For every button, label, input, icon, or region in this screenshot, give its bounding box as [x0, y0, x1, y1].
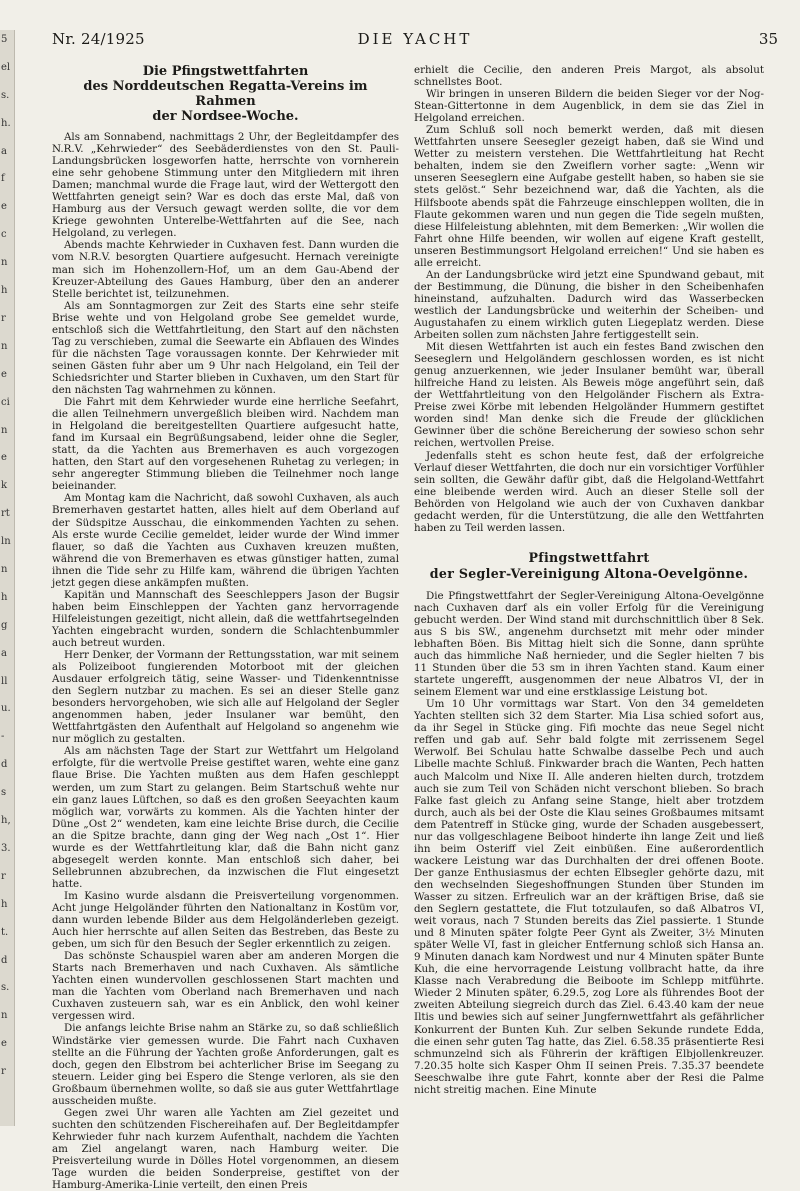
margin-fragment: s.: [1, 89, 10, 101]
page-header: [52, 30, 778, 50]
margin-fragment: t.: [1, 926, 9, 938]
margin-fragment: s.: [1, 982, 10, 994]
article2-title-line: der Segler-Vereinigung Altona-Oevelgönne.: [429, 565, 749, 581]
article1-title-line: der Nordsee-Woche.: [152, 109, 299, 124]
margin-fragment: ln: [1, 536, 11, 548]
margin-fragment: n: [1, 340, 8, 352]
margin-fragment: n: [1, 564, 8, 575]
margin-fragment: g: [1, 619, 8, 631]
article1-paragraph: Abends machte Kehrwieder in Cuxhaven fest. Dann wurden die vom N.R.V. besorgten Quartiere aufgesucht. Hernach vereinigte man sich im Hohenzollern-Hof, um an dem Gau-Abend der Kreuzer-Abteilung des Gaues Hamburg, über den an anderer Stelle berichtet ist, teilzunehmen.: [52, 239, 399, 300]
article1-title-line: des Norddeutschen Regatta-Vereins im Rahmen: [83, 79, 368, 109]
margin-fragment: a: [1, 145, 7, 157]
margin-fragment: n: [1, 1010, 8, 1022]
margin-fragment: ll: [1, 675, 8, 687]
article1-continued-paragraph: erhielt die Cecilie, den anderen Preis Margot, als absolut schnellstes Boot.: [414, 64, 764, 89]
article1-title-line: Die Pfingstwettfahrten: [142, 64, 309, 79]
margin-fragment: n: [1, 424, 8, 436]
margin-fragment: 5: [1, 34, 8, 45]
article1-paragraph: Die Fahrt mit dem Kehrwieder wurde eine herrliche Seefahrt, die allen Teilnehmern unvergeßlich bleiben wird. Nachdem man in Helgoland die bereitgestellten Quartiere aufgesucht hatte, fand im Kursaal ein Begrüßungsabend, leider ohne die Segler, statt, da die Yachten aus Bremerhaven es auch vorgezogen hatten, den Start auf den vorgesehenen Ruhetag zu verlegen; in sehr angeregter Stimmung blieben die Teilnehmer noch lange beieinander.: [52, 396, 399, 493]
margin-fragment: e: [1, 368, 7, 380]
article2-paragraph: Die Pfingstwettfahrt der Segler-Vereinigung Altona-Oevelgönne nach Cuxhaven darf als ein voller Erfolg für die Vereinigung gebucht werden. Der Wind stand mit durchschnittlich über 8 Sek. aus S bis SW., angenehm durchsetzt mit mehr oder minder lebhaften Böen. Bis Mittag hielt sich die Sonne, dann sprühte auch das himmliche Naß hernieder, und die Segler hielten 7 bis 11 Stunden über die 53 sm in ihren Yachten stand. Kaum einer startete ungerefft, ausgenommen der neue Albatros VI, der in seinem Element war und eine erstklassige Leistung bot.: [414, 589, 764, 699]
left-column: [52, 64, 399, 1191]
margin-fragment: d: [1, 954, 8, 966]
article1-paragraph: Im Kasino wurde alsdann die Preisverteilung vorgenommen. Acht junge Helgoländer führten den Nationaltanz in Kostüm vor, dann wurden lebende Bilder aus dem Helgoländerleben gezeigt. Auch hier herrschte auf allen Seiten das Bestreben, das Beste zu geben, um sich für den Besuch der Segler erkenntlich zu zeigen.: [52, 889, 399, 951]
article1-paragraph: Als am nächsten Tage der Start zur Wettfahrt um Helgoland erfolgte, für die wertvolle Preise gestiftet waren, wehte eine ganz flaue Brise. Die Yachten mußten aus dem Hafen geschleppt werden, um zum Start zu gelangen. Beim Startschuß wehte nur ein ganz laues Lüftchen, so daß es den großen Seeyachten kaum möglich war, vorwärts zu kommen. Als die Yachten hinter der Düne „Ost 2“ wendeten, kam eine leichte Brise durch, die Cecilie an die Spitze brachte, dann ging der Weg nach „Ost 1“. Hier wurde es der Wettfahrtleitung klar, daß die Bahn nicht ganz abgesegelt werden konnte. Man entschloß sich daher, bei Sellebrunnen abzubrechen, da inzwischen die Flut eingesetzt hatte.: [52, 745, 399, 890]
page-number: 35: [758, 30, 778, 48]
margin-fragment: d: [1, 759, 8, 771]
margin-fragment: rt: [1, 508, 10, 520]
margin-fragment: c: [1, 229, 7, 241]
margin-fragment: r: [1, 312, 6, 324]
margin-fragment: h: [1, 898, 8, 910]
margin-fragment: f: [1, 173, 5, 185]
article1-paragraph: Als am Sonntagmorgen zur Zeit des Starts eine sehr steife Brise wehte und von Helgoland grobe See gemeldet wurde, entschloß sich die Wettfahrtleitung, den Start auf den nächsten Tag zu verschieben, zumal die Seewarte ein Abflauen des Windes für die nächsten Tage voraussagen konnte. Der Kehrwieder mit seinen Gästen fuhr aber um 9 Uhr nach Helgoland, ein Teil der Schiedsrichter und Starter blieben in Cuxhaven, um den Start für den nächsten Tag wahrnehmen zu können.: [52, 299, 399, 396]
margin-fragment: r: [1, 870, 6, 882]
article1-continued-paragraph: An der Landungsbrücke wird jetzt eine Spundwand gebaut, mit der Bestimmung, die Dünung, die bisher in den Scheibenhafen hineinstand, aufzuhalten. Dadurch wird das Wasserbecken westlich der Landungsbrücke und weiterhin der Scheiben- und Augustahafen zu einem wirklich guten Liegeplatz werden. Diese Arbeiten sollen zum nächsten Jahre fertiggestellt sein.: [414, 268, 764, 342]
article2-title-line: Pfingstwettfahrt: [528, 549, 650, 565]
margin-fragment: u.: [1, 703, 11, 715]
article2-title: [414, 550, 764, 582]
margin-fragment: h: [1, 591, 8, 603]
article1-continued-paragraph: Zum Schluß soll noch bemerkt werden, daß mit diesen Wettfahrten unsere Seesegler gezeigt haben, daß sie Wind und Wetter zu meistern verstehen. Die Wettfahrtleitung hat Recht behalten, indem sie den Zweiflern vorher sagte: „Wenn wir unseren Seeseglern eine Aufgabe gestellt haben, so haben sie sie stets gelöst.“ Sehr bezeichnend war, daß die Yachten, als die Hilfsboote abends spät die Fahrzeuge einschleppen wollten, die in Flaute gekommen waren und nun gegen die Tide segeln mußten, diese Hilfeleistung ablehnten, mit dem Bemerken: „Wir wollen die Fahrt ohne Hilfe beenden, wir wollen auf eigene Kraft gestellt, unseren Bestimmungsort Helgoland erreichen!“ Und sie haben es alle erreicht.: [414, 124, 764, 269]
margin-fragment: h,: [1, 815, 11, 827]
article1-continued-paragraph: Wir bringen in unseren Bildern die beiden Sieger vor der Nog-Stean-Gittertonne in dem Augenblick, in dem sie das Ziel in Helgoland erreichen.: [414, 88, 764, 125]
adjacent-page-margin: [0, 30, 15, 1126]
margin-fragment: el: [1, 61, 11, 73]
magazine-title: DIE YACHT: [357, 30, 473, 48]
right-column: [414, 64, 764, 1112]
issue-number: Nr. 24/1925: [52, 30, 145, 48]
margin-fragment: h.: [1, 117, 11, 129]
margin-fragment: s: [1, 787, 7, 799]
margin-fragment: k: [1, 480, 8, 492]
margin-fragment: -: [1, 731, 5, 743]
margin-fragment: a: [1, 647, 7, 659]
article1-paragraph: Am Montag kam die Nachricht, daß sowohl Cuxhaven, als auch Bremerhaven gestartet hatten, alles hielt auf dem Oberland auf der Südspitze Ausschau, die einkommenden Yachten zu sehen. Als erste wurde Cecilie gemeldet, leider wurde der Wind immer flauer, so daß die Yachten aus Cuxhaven kreuzen mußten, während die von Bremerhaven es etwas günstiger hatten, zumal ihnen die Tide sehr zu Hilfe kam, während die übrigen Yachten jetzt gegen diese ankämpfen mußten.: [52, 492, 399, 589]
article1-paragraph: Die anfangs leichte Brise nahm an Stärke zu, so daß schließlich Windstärke vier gemessen wurde. Die Fahrt nach Cuxhaven stellte an die Führung der Yachten große Anforderungen, galt es doch, gegen den Elbstrom bei achterlicher Brise im Seegang zu steuern. Leider ging bei Espero die Stenge verloren, als sie den Großbaum übernehmen wollte, so daß sie aus guter Wettfahrtlage ausscheiden mußte.: [52, 1022, 399, 1107]
margin-fragment: h: [1, 285, 8, 297]
margin-fragment: r: [1, 1066, 6, 1078]
article1-paragraph: Herr Denker, der Vormann der Rettungsstation, war mit seinem als Polizeiboot fungierenden Motorboot mit der gleichen Ausdauer erfolgreich tätig, seine Wasser- und Tidenkenntnisse den Seglern nutzbar zu machen. Es sei an dieser Stelle ganz besonders hervorgehoben, wie sich alle auf Helgoland der Segler angenommen haben, jeder Insulaner war bemüht, den Wettfahrtgästen den Aufenthalt auf Helgoland so angenehm wie nur möglich zu gestalten.: [52, 649, 399, 746]
article1-continued-paragraph: Mit diesen Wettfahrten ist auch ein festes Band zwischen den Seeseglern und Helgoländern geschlossen worden, es ist nicht genug anzuerkennen, wie jeder Insulaner bemüht war, überall hilfreiche Hand zu leisten. Als Beweis möge angeführt sein, daß der Wettfahrtleitung von den Helgoländer Fischern als Extra-Preise zwei Körbe mit lebenden Helgoländer Hummern gestiftet worden sind! Man denke sich die Freude der glücklichen Gewinner über die schöne Bereicherung der sowieso schon sehr reichen, wertvollen Preise.: [414, 341, 764, 450]
article1-paragraph: Kapitän und Mannschaft des Seeschleppers Jason der Bugsir haben beim Einschleppen der Yachten ganz hervorragende Hilfeleistungen gezeitigt, nicht allein, daß die wettfahrtsegelnden Yachten eingebracht wurden, sondern die Schlachtenbummler auch betreut wurden.: [52, 588, 399, 649]
article1-title: [52, 64, 399, 124]
article1-paragraph: Gegen zwei Uhr waren alle Yachten am Ziel gezeitet und suchten den schützenden Fischereihafen auf. Der Begleitdampfer Kehrwieder fuhr nach kurzem Aufenthalt, nachdem die Yachten am Ziel angelangt waren, nach Hamburg weiter. Die Preisverteilung wurde in Dölles Hotel vorgenommen, an diesem Tage wurden die beiden Sonderpreise, gestiftet von der Hamburg-Amerika-Linie verteilt, den einen Preis: [52, 1106, 399, 1191]
margin-fragment: n: [1, 257, 8, 269]
margin-fragment: 3.: [1, 842, 11, 854]
article2-paragraph: Um 10 Uhr vormittags war Start. Von den 34 gemeldeten Yachten stellten sich 32 dem Starter. Mia Lisa schied sofort aus, da ihr Segel in Stücke ging. Fifi mochte das neue Segel nicht reffen und gab auf. Sehr bald folgte mit zerrissenem Segel Werwolf. Bei Schulau hatte Schwalbe dasselbe Pech und auch Libelle machte Schluß. Finkwarder brach die Wanten, Pech hatten auch Malcolm und Nixe II. Alle anderen hielten durch, trotzdem auch sie zum Teil von Schäden nicht verschont blieben. So brach Falke fast gleich zu Anfang seine Stange, hielt aber trotzdem durch, auch als bei der Oste die Klau seines Großbaumes mitsamt dem Patentreff in Stücke ging, wurde der Schaden ausgebessert, nur das vollgeschlagene Beiboot hinderte ihn lange Zeit und ließ ihn beim Osteriff viel Zeit einbüßen. Eine außerordentlich wackere Leistung war das Durchhalten der drei offenen Boote. Der ganze Enthusiasmus der echten Elbsegler gehörte dazu, mit den wechselnden Siegeshoffnungen Stunden über Stunden im Wasser zu sitzen. Erfreulich war an der kräftigen Brise, daß sie den Seglern gestattete, die Flut totzulaufen, so daß Albatros VI, weit voraus, nach 7 Stunden bereits das Ziel passierte. 1 Stunde und 8 Minuten später folgte Peer Gynt als Zweiter, 3½ Minuten später Welle VI, fast in gleicher Entfernung schloß sich Hansa an. 9 Minuten danach kam Nordwest und nur 4 Minuten später Bunte Kuh, die eine hervorragende Leistung vollbracht hatte, da ihre Klasse nach Verabredung die Beiboote im Schlepp mitführte. Wieder 2 Minuten später, 6.29.5, zog Lore als führendes Boot der zweiten Abteilung siegreich durch das Ziel. 6.43.40 kam der neue Iltis und bewies sich auf seiner Jungfernwettfahrt als gefährlicher Konkurrent der Bunten Kuh. Zur selben Sekunde rundete Edda, die einen sehr guten Tag hatte, das Ziel. 6.58.35 präsentierte Resi schmunzelnd sich als Führerin der kräftigen Elbjollenkreuzer. 7.20.35 holte sich Kasper Ohm II seinen Preis. 7.35.37 beendete Seeschwalbe ihre gute Fahrt, konnte aber der Resi die Palme nicht streitig machen. Eine Minute: [414, 698, 764, 1096]
margin-fragment: e: [1, 452, 7, 464]
article1-paragraph: Das schönste Schauspiel waren aber am anderen Morgen die Starts nach Bremerhaven und nach Cuxhaven. Als sämtliche Yachten einen wundervollen geschlossenen Start machten und man die Yachten vom Oberland nach Bremerhaven und nach Cuxhaven zusteuern sah, war es ein Anblick, den wohl keiner vergessen wird.: [52, 950, 399, 1023]
article1-paragraph: Als am Sonnabend, nachmittags 2 Uhr, der Begleitdampfer des N.R.V. „Kehrwieder“ des Seebäderdienstes von den St. Pauli-Landungsbrücken losgeworfen hatte, herrschte von vornherein eine sehr gehobene Stimmung unter den Mitgliedern mit ihren Damen; manchmal wurde die Frage laut, wird der Wettergott den Wettfahrten geneigt sein? War es doch das erste Mal, daß von Hamburg aus der Versuch gewagt werden sollte, die vor dem Kriege gewohnten Unterelbe-Wettfahrten auf die See, nach Helgoland, zu verlegen.: [52, 131, 399, 240]
article1-continued-paragraph: Jedenfalls steht es schon heute fest, daß der erfolgreiche Verlauf dieser Wettfahrten, die doch nur ein vorsichtiger Vorfühler sein sollten, die Gewähr dafür gibt, daß die Helgoland-Wettfahrt eine bleibende werden wird. Auch an dieser Stelle soll der Behörden von Helgoland wie auch der von Cuxhaven dankbar gedacht werden, für die Unterstützung, die alle den Wettfahrten haben zu Teil werden lassen.: [414, 449, 764, 534]
margin-fragment: e: [1, 1038, 7, 1050]
margin-fragment: ci: [1, 396, 10, 408]
margin-fragment: e: [1, 201, 7, 213]
